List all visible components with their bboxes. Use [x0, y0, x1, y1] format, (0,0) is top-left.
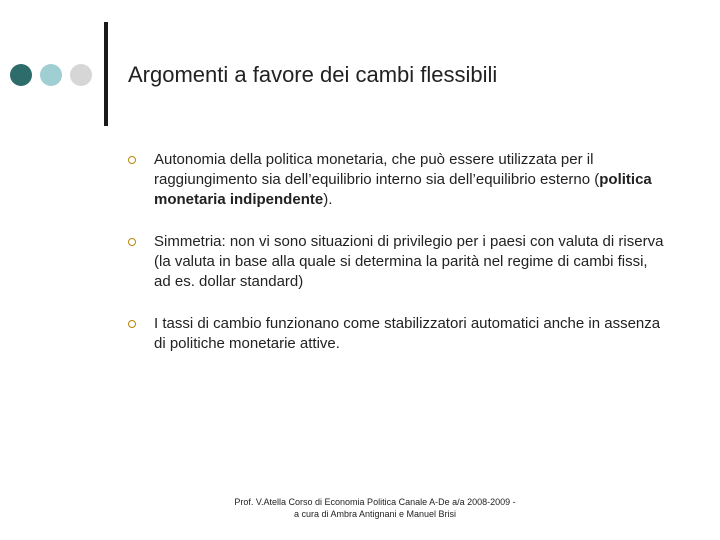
decorative-dot-teal	[40, 64, 62, 86]
footer-line-1: Prof. V.Atella Corso di Economia Politica Canale A-De a/a 2008-2009 -	[234, 497, 516, 507]
bullet-item-simmetria	[128, 232, 668, 292]
bullet-circle-icon	[128, 156, 136, 164]
bullet-list	[128, 150, 668, 376]
bullet-circle-icon	[128, 238, 136, 246]
bullet-circle-icon	[128, 320, 136, 328]
bold-term: politica monetaria indipendente	[154, 171, 652, 208]
bullet-text: I tassi di cambio funzionano come stabilizzatori automatici anche in assenza di politiche monetarie attive.	[154, 315, 661, 352]
title-divider	[104, 22, 108, 126]
bullet-item-autonomia	[128, 150, 668, 210]
bullet-text-part: Autonomia della politica monetaria, che può essere utilizzata per il raggiungimento sia dell’equilibrio interno sia dell’equilibrio esterno (	[154, 151, 600, 188]
bullet-item-stabilizzatori	[128, 314, 668, 354]
decorative-dot-gray	[70, 64, 92, 86]
slide-footer	[200, 496, 550, 520]
bullet-text-part: ).	[323, 191, 333, 208]
slide-title: Argomenti a favore dei cambi flessibili	[128, 62, 498, 87]
footer-line-2: a cura di Ambra Antignani e Manuel Brisi	[293, 509, 457, 519]
decorative-dot-dark	[10, 64, 32, 86]
bullet-text	[154, 150, 668, 210]
bullet-text: Simmetria: non vi sono situazioni di privilegio per i paesi con valuta di riserva (la valuta in base alla quale si determina la parità nel regime di cambi fissi, ad es. dollar standard)	[154, 233, 664, 290]
